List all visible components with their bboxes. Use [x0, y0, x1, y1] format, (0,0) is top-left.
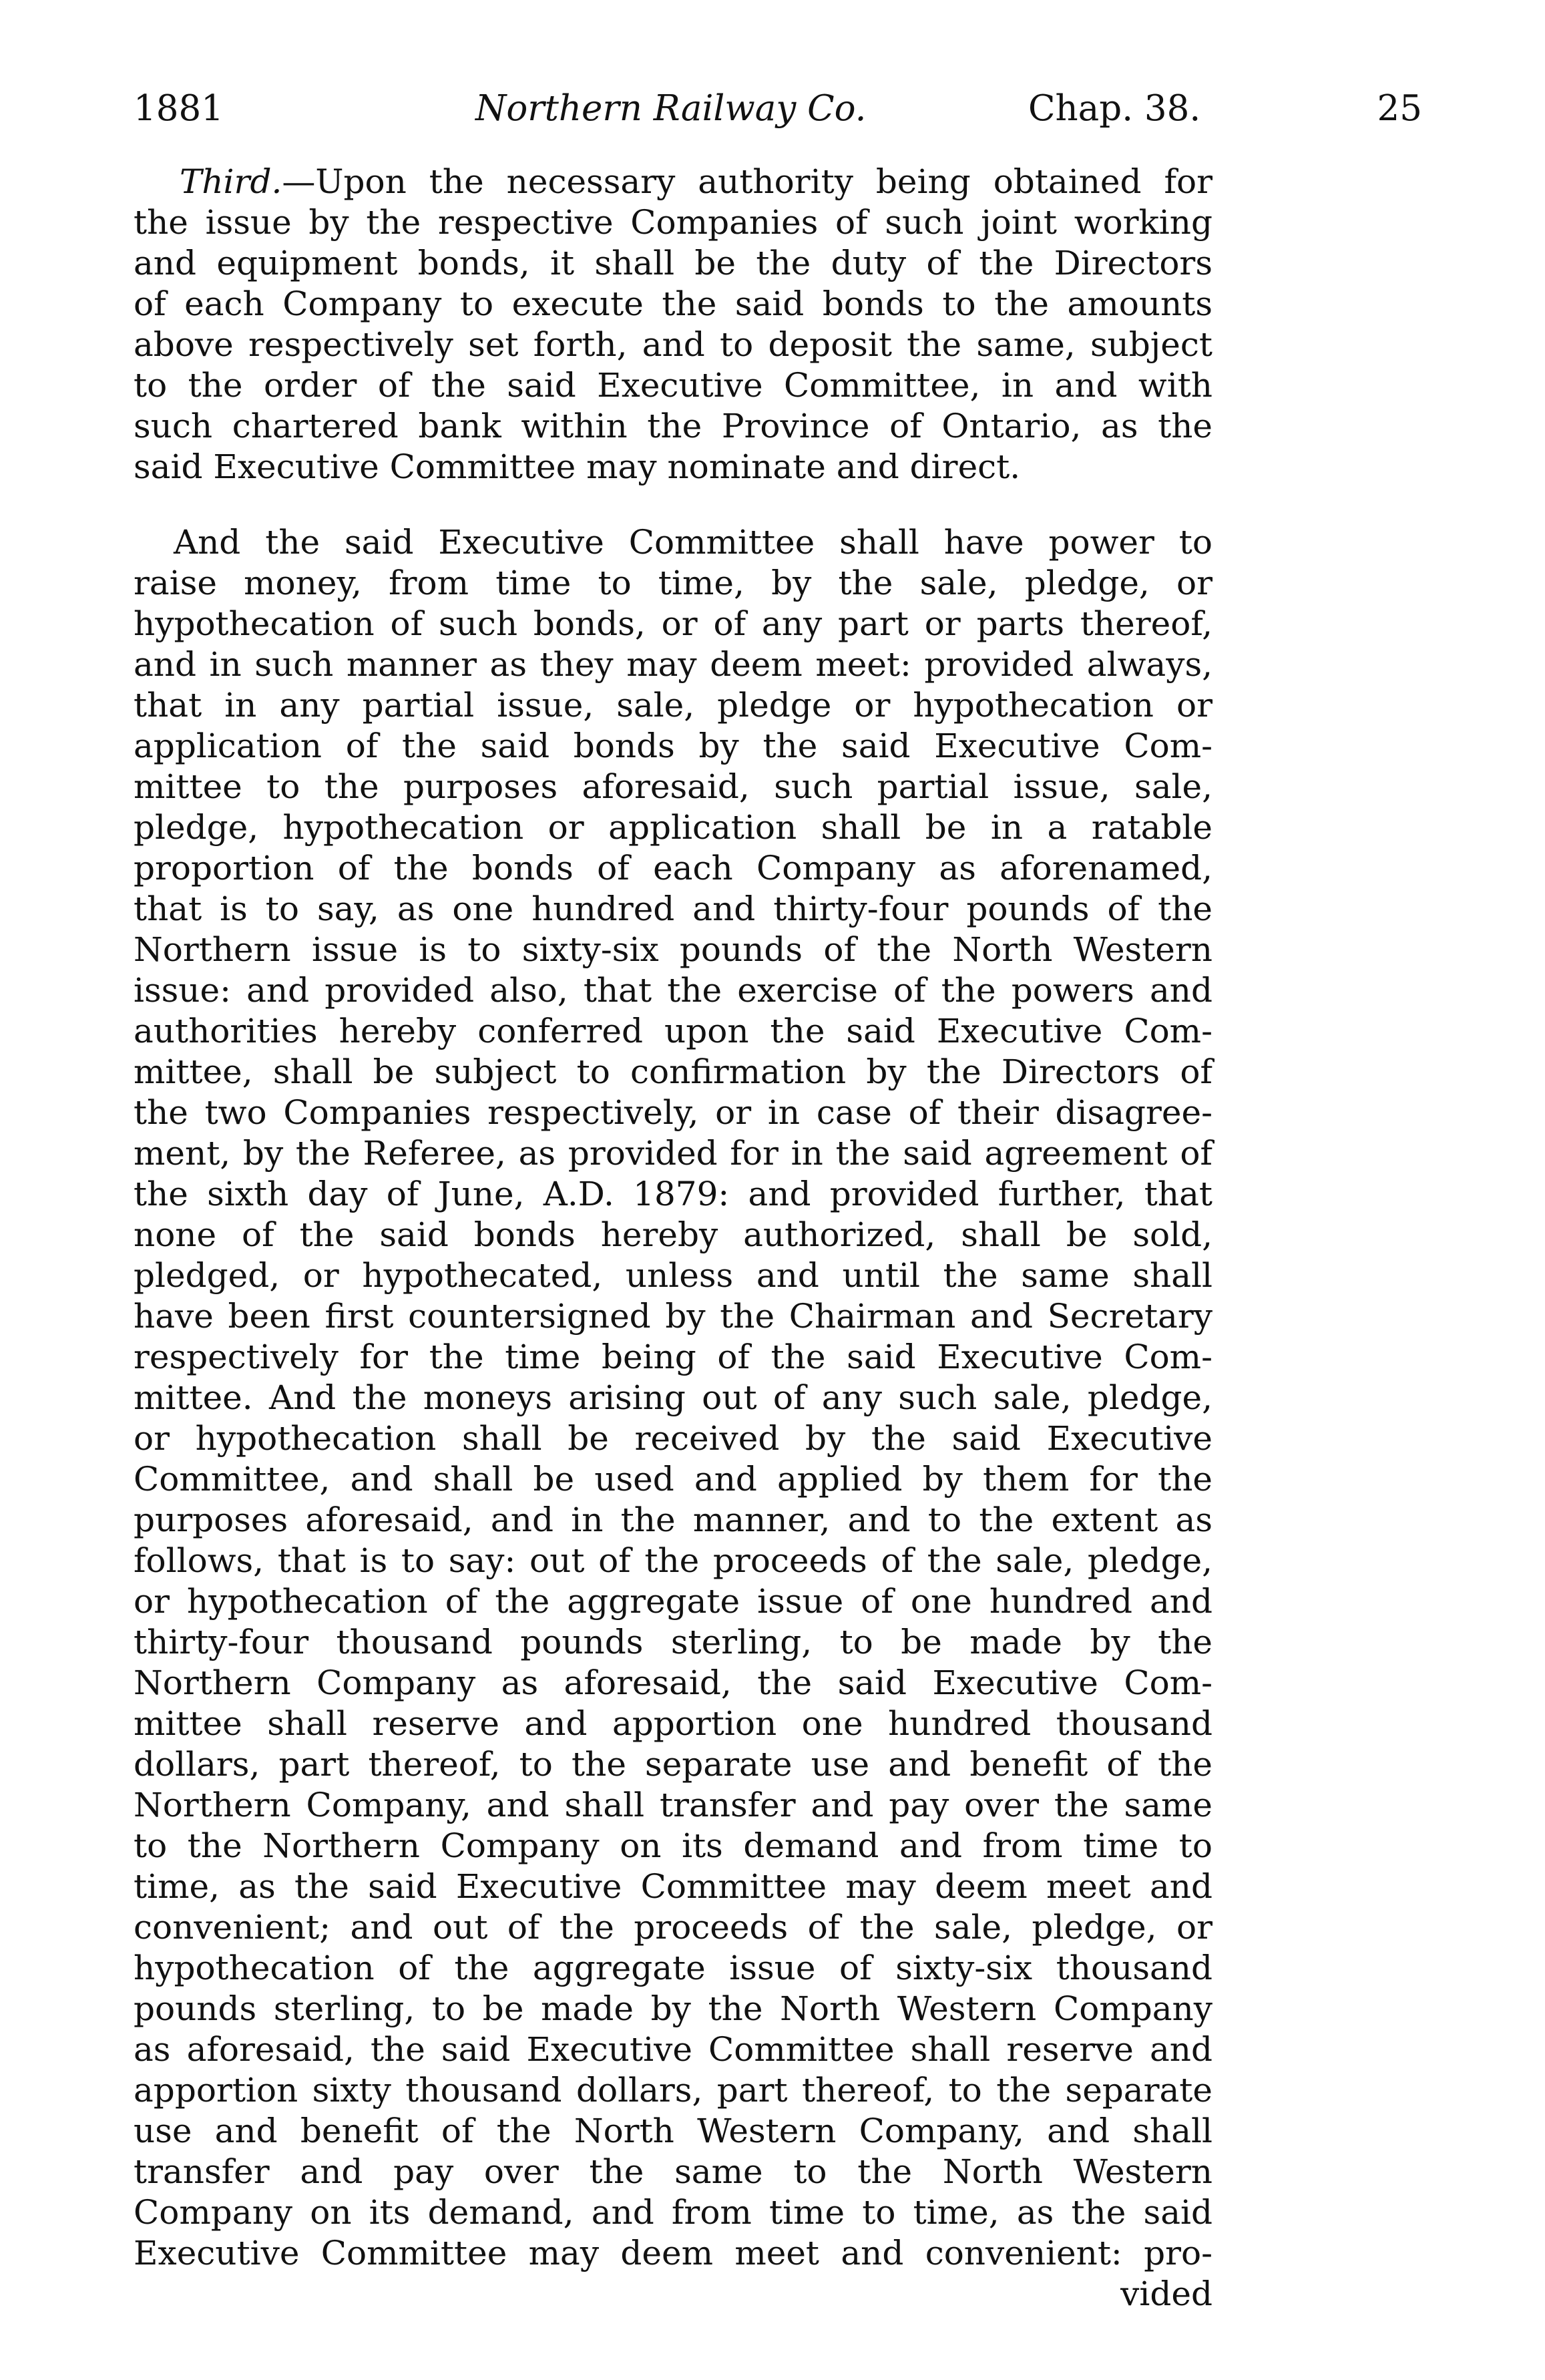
- text-line: Northern issue is to sixty-six pounds of the North Western: [134, 930, 1212, 969]
- paragraph-lead: Third.: [180, 162, 282, 201]
- text-line: and equipment bonds, it shall be the duty of the Directors: [134, 244, 1212, 282]
- text-line: none of the said bonds hereby authorized, shall be sold,: [134, 1215, 1212, 1254]
- text-line: pledged, or hypothecated, unless and until the same shall: [134, 1256, 1212, 1295]
- text-line: that is to say, as one hundred and thirty-four pounds of the: [134, 889, 1212, 928]
- text-line: And the said Executive Committee shall have power to: [174, 523, 1212, 562]
- text-line: above respectively set forth, and to deposit the same, subject: [134, 325, 1212, 364]
- text-line: dollars, part thereof, to the separate use and benefit of the: [134, 1745, 1212, 1784]
- text-line: raise money, from time to time, by the sale, pledge, or: [134, 564, 1212, 602]
- text-line: that in any partial issue, sale, pledge or hypothecation or: [134, 686, 1212, 725]
- header-chapter: Chap. 38.: [1028, 88, 1201, 129]
- text-line: convenient; and out of the proceeds of the sale, pledge, or: [134, 1908, 1212, 1947]
- text-line: to the order of the said Executive Committee, in and with: [134, 366, 1212, 405]
- header-page-number: 25: [1377, 88, 1422, 129]
- text-line: to the Northern Company on its demand and from time to: [134, 1826, 1212, 1865]
- text-line: Company on its demand, and from time to time, as the said: [134, 2193, 1212, 2232]
- text-line: respectively for the time being of the said Executive Com-: [134, 1338, 1212, 1376]
- text-line: Committee, and shall be used and applied by them for the: [134, 1460, 1212, 1499]
- text-line: use and benefit of the North Western Company, and shall: [134, 2112, 1212, 2150]
- running-header: [134, 79, 1422, 139]
- text-line: mittee. And the moneys arising out of any such sale, pledge,: [134, 1378, 1212, 1417]
- text-line: Northern Company, and shall transfer and pay over the same: [134, 1786, 1212, 1824]
- text-line: hypothecation of such bonds, or of any part or parts thereof,: [134, 604, 1212, 643]
- text-line: vided: [1120, 2274, 1212, 2313]
- text-line: mittee, shall be subject to confirmation by the Directors of: [134, 1052, 1212, 1091]
- text-line: hypothecation of the aggregate issue of sixty-six thousand: [134, 1949, 1212, 1987]
- text-line: purposes aforesaid, and in the manner, and to the extent as: [134, 1501, 1212, 1539]
- text-line: said Executive Committee may nominate and direct.: [134, 447, 1021, 486]
- text-line: of each Company to execute the said bonds to the amounts: [134, 284, 1212, 323]
- text-line: apportion sixty thousand dollars, part thereof, to the separate: [134, 2071, 1212, 2110]
- text-line: as aforesaid, the said Executive Committee shall reserve and: [134, 2030, 1212, 2069]
- text-line: the two Companies respectively, or in case of their disagree-: [134, 1093, 1212, 1132]
- text-line: and in such manner as they may deem meet: provided always,: [134, 645, 1212, 684]
- header-year: 1881: [134, 88, 224, 129]
- text-line: Northern Company as aforesaid, the said Executive Com-: [134, 1663, 1212, 1702]
- text-line: Third.—Upon the necessary authority being obtained for: [180, 162, 1212, 201]
- text-line: have been first countersigned by the Chairman and Secretary: [134, 1297, 1212, 1336]
- text-line: the sixth day of June, A.D. 1879: and provided further, that: [134, 1175, 1212, 1213]
- text-line: the issue by the respective Companies of such joint working: [134, 203, 1212, 242]
- text-line: transfer and pay over the same to the North Western: [134, 2152, 1212, 2191]
- text-line: pounds sterling, to be made by the North Western Company: [134, 1989, 1212, 2028]
- text-line: mittee shall reserve and apportion one hundred thousand: [134, 1704, 1212, 1743]
- text-line: application of the said bonds by the said Executive Com-: [134, 727, 1212, 765]
- text-line: such chartered bank within the Province of Ontario, as the: [134, 407, 1212, 445]
- text-line: thirty-four thousand pounds sterling, to be made by the: [134, 1623, 1212, 1661]
- text-line: mittee to the purposes aforesaid, such partial issue, sale,: [134, 767, 1212, 806]
- text-line: or hypothecation shall be received by the said Executive: [134, 1419, 1212, 1458]
- text-line: time, as the said Executive Committee may deem meet and: [134, 1867, 1212, 1906]
- text-line: Executive Committee may deem meet and convenient: pro-: [134, 2234, 1212, 2272]
- text-line: issue: and provided also, that the exercise of the powers and: [134, 971, 1212, 1010]
- text-line: follows, that is to say: out of the proceeds of the sale, pledge,: [134, 1541, 1212, 1580]
- text-line: pledge, hypothecation or application shall be in a ratable: [134, 808, 1212, 847]
- text-line: or hypothecation of the aggregate issue of one hundred and: [134, 1582, 1212, 1621]
- text-line: proportion of the bonds of each Company as aforenamed,: [134, 849, 1212, 887]
- text-line: authorities hereby conferred upon the said Executive Com-: [134, 1012, 1212, 1050]
- text-line: ment, by the Referee, as provided for in the said agreement of: [134, 1134, 1212, 1173]
- header-title: Northern Railway Co.: [475, 88, 867, 129]
